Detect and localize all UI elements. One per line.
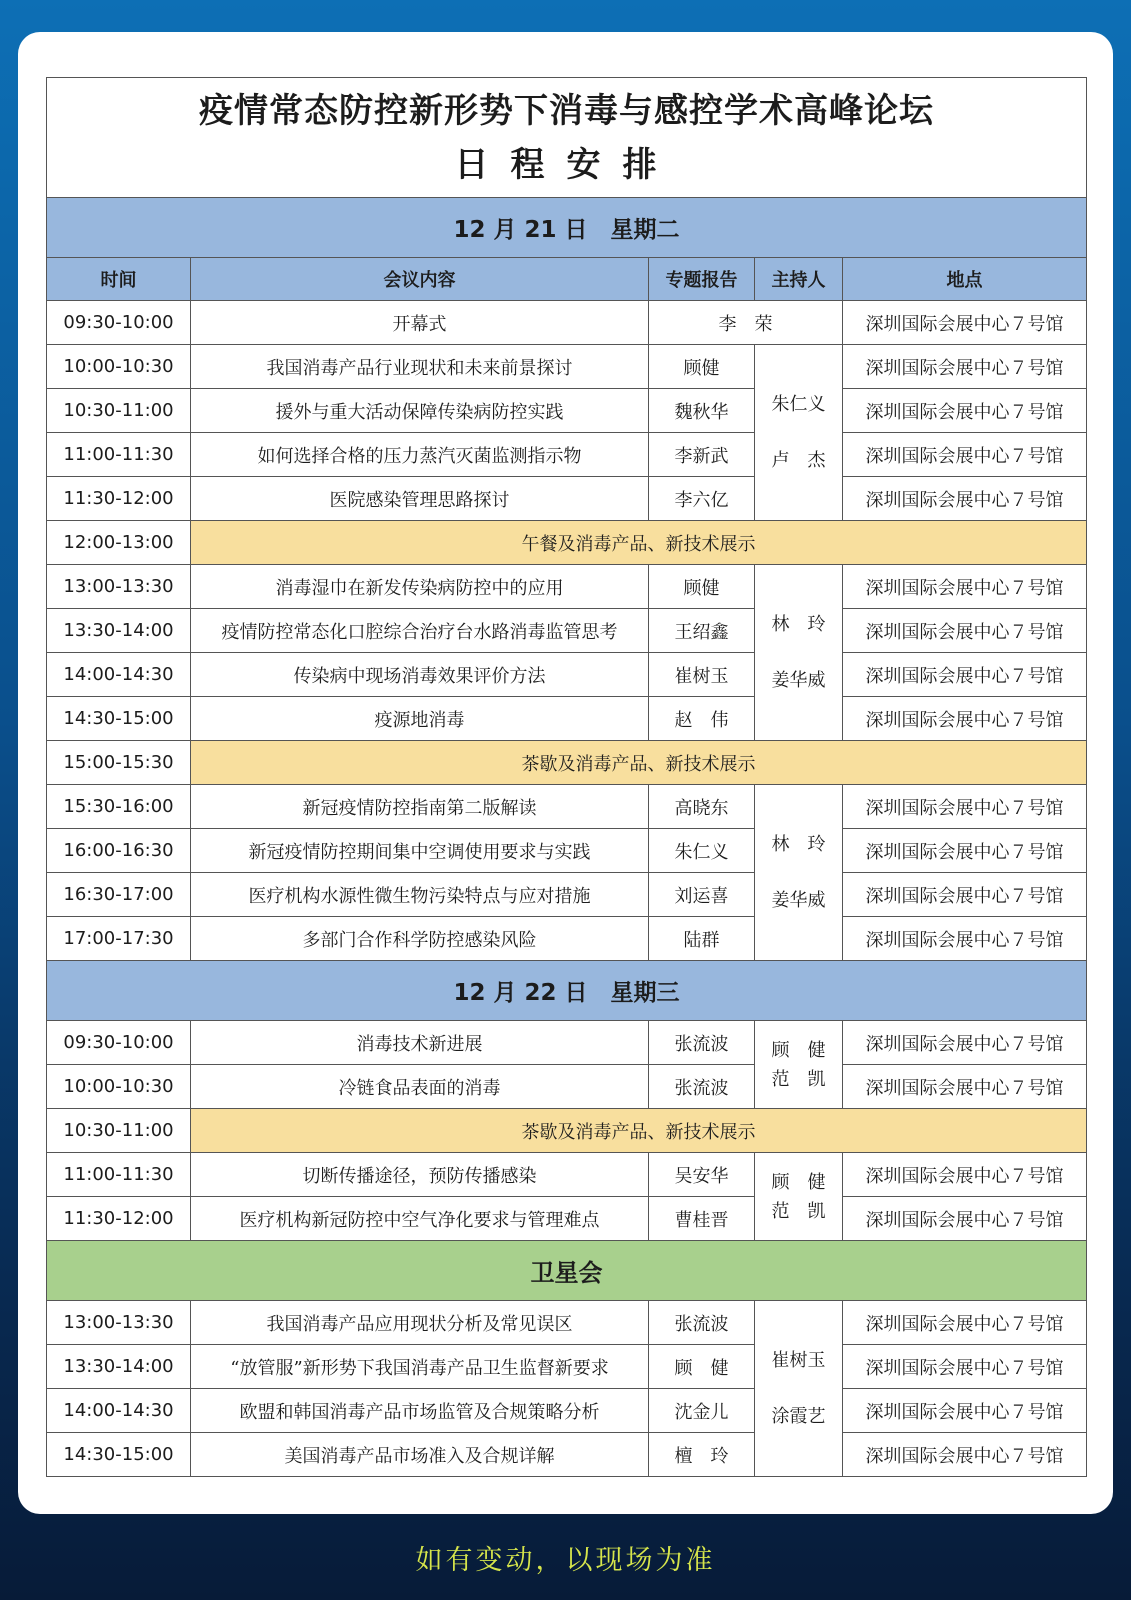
session-row	[47, 917, 1087, 961]
session-topic: 开幕式	[191, 301, 649, 345]
session-time: 09:30-10:00	[47, 301, 191, 345]
column-header-row	[47, 258, 1087, 301]
session-location: 深圳国际会展中心７号馆	[843, 1153, 1087, 1197]
session-topic: 新冠疫情防控指南第二版解读	[191, 785, 649, 829]
session-time: 15:00-15:30	[47, 741, 191, 785]
session-speaker: 魏秋华	[649, 389, 755, 433]
session-time: 16:30-17:00	[47, 873, 191, 917]
session-speaker: 顾健	[649, 345, 755, 389]
column-header-location: 地点	[843, 258, 1087, 301]
session-row	[47, 1389, 1087, 1433]
session-time: 12:00-13:00	[47, 521, 191, 565]
session-topic: 医疗机构水源性微生物污染特点与应对措施	[191, 873, 649, 917]
session-row	[47, 1197, 1087, 1241]
session-hosts	[755, 1301, 843, 1477]
session-topic: 美国消毒产品市场准入及合规详解	[191, 1433, 649, 1477]
session-speaker: 陆群	[649, 917, 755, 961]
session-speaker: 朱仁义	[649, 829, 755, 873]
schedule-table	[46, 77, 1087, 1477]
host-name: 顾 健	[771, 1039, 826, 1061]
session-location: 深圳国际会展中心７号馆	[843, 345, 1087, 389]
session-time: 11:30-12:00	[47, 477, 191, 521]
session-row	[47, 1433, 1087, 1477]
session-location: 深圳国际会展中心７号馆	[843, 389, 1087, 433]
session-row	[47, 477, 1087, 521]
break-description: 茶歇及消毒产品、新技术展示	[191, 1109, 1087, 1153]
session-location: 深圳国际会展中心７号馆	[843, 785, 1087, 829]
session-topic: 疫源地消毒	[191, 697, 649, 741]
break-description: 午餐及消毒产品、新技术展示	[191, 521, 1087, 565]
session-location: 深圳国际会展中心７号馆	[843, 477, 1087, 521]
session-location: 深圳国际会展中心７号馆	[843, 565, 1087, 609]
session-speaker: 李六亿	[649, 477, 755, 521]
session-time: 13:30-14:00	[47, 609, 191, 653]
session-topic: 我国消毒产品应用现状分析及常见误区	[191, 1301, 649, 1345]
session-location: 深圳国际会展中心７号馆	[843, 1345, 1087, 1389]
session-row	[47, 653, 1087, 697]
page-title: 疫情常态防控新形势下消毒与感控学术高峰论坛	[199, 90, 935, 131]
host-name: 姜华威	[771, 889, 826, 911]
session-location: 深圳国际会展中心７号馆	[843, 1433, 1087, 1477]
host-name: 林 玲	[771, 833, 826, 855]
session-topic: 欧盟和韩国消毒产品市场监管及合规策略分析	[191, 1389, 649, 1433]
session-topic: 医院感染管理思路探讨	[191, 477, 649, 521]
session-time: 13:00-13:30	[47, 1301, 191, 1345]
session-time: 11:00-11:30	[47, 1153, 191, 1197]
session-time: 10:00-10:30	[47, 1065, 191, 1109]
host-name: 范 凯	[771, 1068, 826, 1090]
footer-notice	[0, 1538, 1131, 1577]
session-speaker: 张流波	[649, 1021, 755, 1065]
session-topic: 消毒技术新进展	[191, 1021, 649, 1065]
host-name: 涂霞艺	[771, 1405, 826, 1427]
day-label: 12 月 22 日 星期三	[47, 961, 1087, 1021]
session-row	[47, 873, 1087, 917]
session-location: 深圳国际会展中心７号馆	[843, 433, 1087, 477]
session-row	[47, 389, 1087, 433]
session-speaker: 曹桂晋	[649, 1197, 755, 1241]
host-name: 崔树玉	[771, 1349, 826, 1371]
session-speaker: 李新武	[649, 433, 755, 477]
session-host: 李 荣	[649, 301, 843, 345]
session-hosts	[755, 345, 843, 521]
day-label: 12 月 21 日 星期二	[47, 198, 1087, 258]
session-location: 深圳国际会展中心７号馆	[843, 873, 1087, 917]
session-location: 深圳国际会展中心７号馆	[843, 1197, 1087, 1241]
session-time: 14:30-15:00	[47, 1433, 191, 1477]
break-description: 茶歇及消毒产品、新技术展示	[191, 741, 1087, 785]
session-row	[47, 433, 1087, 477]
session-location: 深圳国际会展中心７号馆	[843, 1021, 1087, 1065]
session-time: 09:30-10:00	[47, 1021, 191, 1065]
session-time: 17:00-17:30	[47, 917, 191, 961]
session-hosts	[755, 565, 843, 741]
session-location: 深圳国际会展中心７号馆	[843, 609, 1087, 653]
session-row	[47, 345, 1087, 389]
column-header-content: 会议内容	[191, 258, 649, 301]
session-speaker: 吴安华	[649, 1153, 755, 1197]
host-name: 朱仁义	[771, 393, 826, 415]
session-location: 深圳国际会展中心７号馆	[843, 917, 1087, 961]
session-speaker: 崔树玉	[649, 653, 755, 697]
session-row	[47, 1153, 1087, 1197]
session-speaker: 刘运喜	[649, 873, 755, 917]
session-time: 15:30-16:00	[47, 785, 191, 829]
session-time: 10:30-11:00	[47, 1109, 191, 1153]
session-time: 14:30-15:00	[47, 697, 191, 741]
session-location: 深圳国际会展中心７号馆	[843, 301, 1087, 345]
session-location: 深圳国际会展中心７号馆	[843, 1301, 1087, 1345]
page-title-block	[47, 78, 1087, 198]
host-name: 卢 杰	[771, 449, 826, 471]
session-topic: 医疗机构新冠防控中空气净化要求与管理难点	[191, 1197, 649, 1241]
session-time: 13:00-13:30	[47, 565, 191, 609]
session-row	[47, 1021, 1087, 1065]
host-name: 顾 健	[771, 1171, 826, 1193]
session-speaker: 王绍鑫	[649, 609, 755, 653]
page-subtitle: 日程安排	[454, 144, 679, 185]
session-topic: 如何选择合格的压力蒸汽灭菌监测指示物	[191, 433, 649, 477]
host-name: 范 凯	[771, 1200, 826, 1222]
session-time: 14:00-14:30	[47, 653, 191, 697]
session-topic: 传染病中现场消毒效果评价方法	[191, 653, 649, 697]
session-time: 11:00-11:30	[47, 433, 191, 477]
session-topic: 新冠疫情防控期间集中空调使用要求与实践	[191, 829, 649, 873]
session-row	[47, 1345, 1087, 1389]
session-speaker: 檀 玲	[649, 1433, 755, 1477]
session-location: 深圳国际会展中心７号馆	[843, 829, 1087, 873]
session-topic: 切断传播途径，预防传播感染	[191, 1153, 649, 1197]
day-header-21	[47, 198, 1087, 258]
session-row	[47, 785, 1087, 829]
session-speaker: 沈金儿	[649, 1389, 755, 1433]
session-location: 深圳国际会展中心７号馆	[843, 697, 1087, 741]
break-row	[47, 741, 1087, 785]
session-hosts	[755, 1153, 843, 1241]
session-topic: 冷链食品表面的消毒	[191, 1065, 649, 1109]
host-name: 林 玲	[771, 613, 826, 635]
break-row	[47, 1109, 1087, 1153]
session-hosts	[755, 785, 843, 961]
session-row	[47, 1065, 1087, 1109]
column-header-host: 主持人	[755, 258, 843, 301]
session-location: 深圳国际会展中心７号馆	[843, 653, 1087, 697]
session-topic: 疫情防控常态化口腔综合治疗台水路消毒监管思考	[191, 609, 649, 653]
session-speaker: 顾 健	[649, 1345, 755, 1389]
column-header-speaker: 专题报告	[649, 258, 755, 301]
session-hosts	[755, 1021, 843, 1109]
session-time: 13:30-14:00	[47, 1345, 191, 1389]
session-topic: 我国消毒产品行业现状和未来前景探讨	[191, 345, 649, 389]
session-topic: 援外与重大活动保障传染病防控实践	[191, 389, 649, 433]
session-row	[47, 829, 1087, 873]
satellite-label: 卫星会	[47, 1241, 1087, 1301]
session-row	[47, 697, 1087, 741]
satellite-header	[47, 1241, 1087, 1301]
session-time: 10:30-11:00	[47, 389, 191, 433]
session-speaker: 顾健	[649, 565, 755, 609]
column-header-time: 时间	[47, 258, 191, 301]
session-speaker: 张流波	[649, 1301, 755, 1345]
session-topic: 消毒湿巾在新发传染病防控中的应用	[191, 565, 649, 609]
host-name: 姜华威	[771, 669, 826, 691]
session-topic: “放管服”新形势下我国消毒产品卫生监督新要求	[191, 1345, 649, 1389]
session-time: 10:00-10:30	[47, 345, 191, 389]
session-speaker: 张流波	[649, 1065, 755, 1109]
day-header-22	[47, 961, 1087, 1021]
break-row	[47, 521, 1087, 565]
session-location: 深圳国际会展中心７号馆	[843, 1065, 1087, 1109]
session-time: 11:30-12:00	[47, 1197, 191, 1241]
session-row	[47, 565, 1087, 609]
session-topic: 多部门合作科学防控感染风险	[191, 917, 649, 961]
session-row	[47, 609, 1087, 653]
session-row	[47, 1301, 1087, 1345]
footer-text: 如有变动，以现场为准	[415, 1545, 716, 1576]
session-row	[47, 301, 1087, 345]
session-speaker: 赵 伟	[649, 697, 755, 741]
session-speaker: 高晓东	[649, 785, 755, 829]
session-location: 深圳国际会展中心７号馆	[843, 1389, 1087, 1433]
session-time: 14:00-14:30	[47, 1389, 191, 1433]
session-time: 16:00-16:30	[47, 829, 191, 873]
